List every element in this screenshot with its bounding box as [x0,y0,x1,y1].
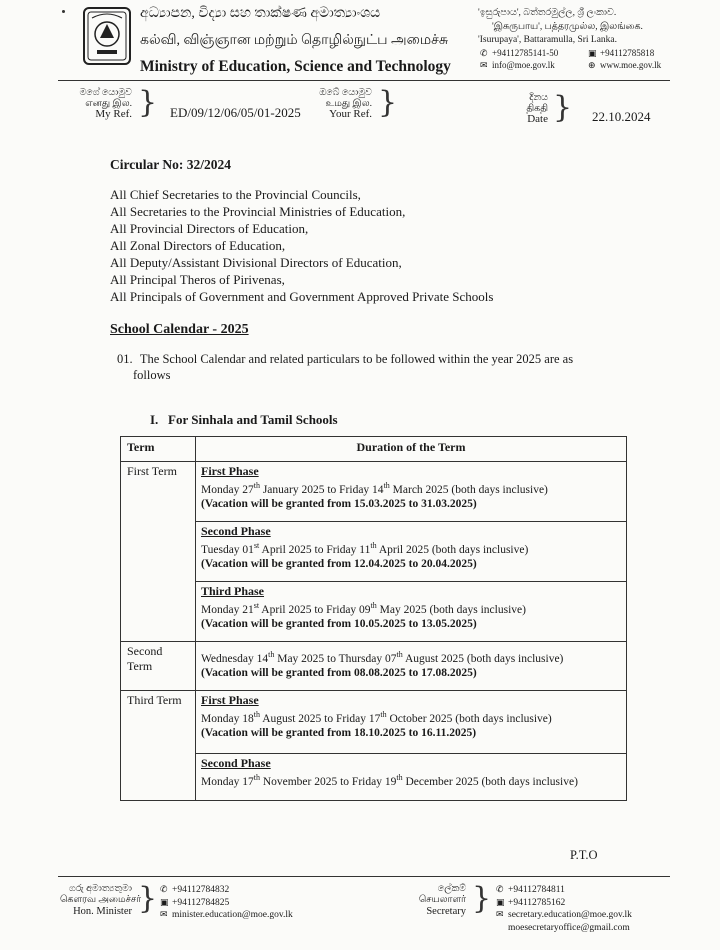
header-divider [58,80,670,81]
brace: } [378,85,398,120]
date-value: 22.10.2024 [592,109,651,124]
phase-title: First Phase [201,464,259,478]
fax-icon: ▣ [496,897,505,908]
paragraph-01 [117,351,637,383]
my-ref-labels: මගේ යොමුව எனது இல. My Ref. [79,88,132,120]
addressee-item: All Provincial Directors of Education, [110,221,309,236]
email-icon: ✉ [160,910,168,920]
punch-mark [62,10,65,13]
table-row [121,582,627,642]
phase-title: First Phase [201,693,259,707]
table-row [121,754,627,801]
circular-number: Circular No: 32/2024 [110,157,231,172]
term-label: First Term [121,462,196,642]
header-web: ⊕ www.moe.gov.lk [588,60,662,71]
header-email: ✉ info@moe.gov.lk [480,60,555,71]
phase-title: Third Phase [201,584,265,598]
secretary-labels: ලේකම් செயலாளர் Secretary [418,884,466,917]
table-row [121,522,627,582]
paragraph-text: The School Calendar and related particulars to be followed within the year 2025 are as [139,352,574,366]
col-term-header: Term [121,437,196,462]
phase-cell [196,462,627,522]
minister-contacts: ✆ +94112784832 ▣ +94112784825 ✉ minister.education@moe.gov.lk [160,885,293,920]
phase-cell [196,522,627,582]
emblem-icon [82,6,132,66]
phase-vacation: (Vacation will be granted from 12.04.2025 to 20.04.2025) [201,557,477,570]
address-sinhala: 'ඉසුරුපාය', බත්තරමුල්ල, ශ්‍රී ලංකාව. [478,8,617,18]
header-fax: ▣ +94112785818 [588,48,655,59]
phase-duration: Monday 18th August 2025 to Friday 17th October 2025 (both days inclusive) [201,709,552,725]
fax-icon: ▣ [160,897,169,908]
pto-note: P.T.O [570,848,598,862]
header-phone: ✆ +94112785141-50 [480,48,559,59]
phone-icon: ✆ [480,49,488,59]
phase-cell [196,691,627,754]
ministry-name-english: Ministry of Education, Science and Technology [140,58,451,75]
email-icon: ✉ [496,910,504,920]
section-title: School Calendar - 2025 [110,322,249,337]
table-row [121,462,627,522]
phase-vacation: (Vacation will be granted from 15.03.2025 to 31.03.2025) [201,497,477,510]
address-english: 'Isurupaya', Battaramulla, Sri Lanka. [478,35,618,45]
phase-cell [196,582,627,642]
phase-cell [196,642,627,691]
date-labels: දිනය திகதி Date [526,93,548,125]
address-tamil: 'இசுருபாய', பத்தரமுல்ல, இலங்கை. [492,22,643,32]
phase-vacation: (Vacation will be granted from 18.10.2025 to 16.11.2025) [201,726,477,739]
table-row [121,642,627,691]
web-icon: ⊕ [588,61,596,71]
phase-duration: Monday 21st April 2025 to Friday 09th May 2025 (both days inclusive) [201,600,526,616]
brace: } [138,85,158,120]
ministry-name-tamil: கல்வி, விஞ்ஞான மற்றும் தொழில்நுட்ப அமைச்சு [140,33,449,48]
phase-title: Second Phase [201,524,271,538]
ministry-name-sinhala: අධ්‍යාපන, විද්‍යා සහ තාක්ෂණ අමාත්‍යාංශය [140,6,381,21]
brace: } [138,881,158,916]
phase-vacation: (Vacation will be granted from 10.05.2025 to 13.05.2025) [201,617,477,630]
email-icon: ✉ [480,61,488,71]
secretary-contacts: ✆ +94112784811 ▣ +94112785162 ✉ secretary.education@moe.gov.lk moesecretaryoffice@gmail.com [496,885,632,933]
phase-duration: Monday 17th November 2025 to Friday 19th December 2025 (both days inclusive) [201,772,578,788]
phase-title: Second Phase [201,756,271,770]
table-header-row [121,437,627,462]
phase-duration: Wednesday 14th May 2025 to Thursday 07th August 2025 (both days inclusive) [201,650,564,665]
phase-duration: Tuesday 01st April 2025 to Friday 11th April 2025 (both days inclusive) [201,540,529,556]
my-ref-value: ED/09/12/06/05/01-2025 [170,105,301,120]
your-ref-labels: ඔබේ යොමුව உமது இல. Your Ref. [319,88,372,120]
school-calendar-table [120,436,627,801]
paragraph-number: 01. [117,352,133,366]
addressee-item: All Secretaries to the Provincial Ministries of Education, [110,204,406,219]
addressee-item: All Principals of Government and Government Approved Private Schools [110,289,494,304]
phase-vacation: (Vacation will be granted from 08.08.2025 to 17.08.2025) [201,667,477,680]
footer-divider [58,876,670,877]
fax-icon: ▣ [588,49,597,59]
addressee-item: All Chief Secretaries to the Provincial Councils, [110,187,361,202]
phone-icon: ✆ [160,885,168,895]
minister-labels: ගරු අමාත්‍යතුමා கௌரவ அமைச்சர் Hon. Minister [60,884,142,917]
term-label: Third Term [121,691,196,801]
term-label: Second Term [121,642,196,691]
addressee-list [110,186,493,305]
addressee-item: All Principal Theros of Pirivenas, [110,272,285,287]
brace: } [553,90,573,125]
addressee-item: All Zonal Directors of Education, [110,238,286,253]
brace: } [472,881,492,916]
table-row [121,691,627,754]
phone-icon: ✆ [496,885,504,895]
addressee-item: All Deputy/Assistant Divisional Directors of Education, [110,255,402,270]
subheading: I. For Sinhala and Tamil Schools [150,412,338,427]
col-duration-header: Duration of the Term [196,437,627,462]
phase-cell [196,754,627,801]
paragraph-text-cont: follows [133,368,171,382]
phase-duration: Monday 27th January 2025 to Friday 14th March 2025 (both days inclusive) [201,480,548,496]
